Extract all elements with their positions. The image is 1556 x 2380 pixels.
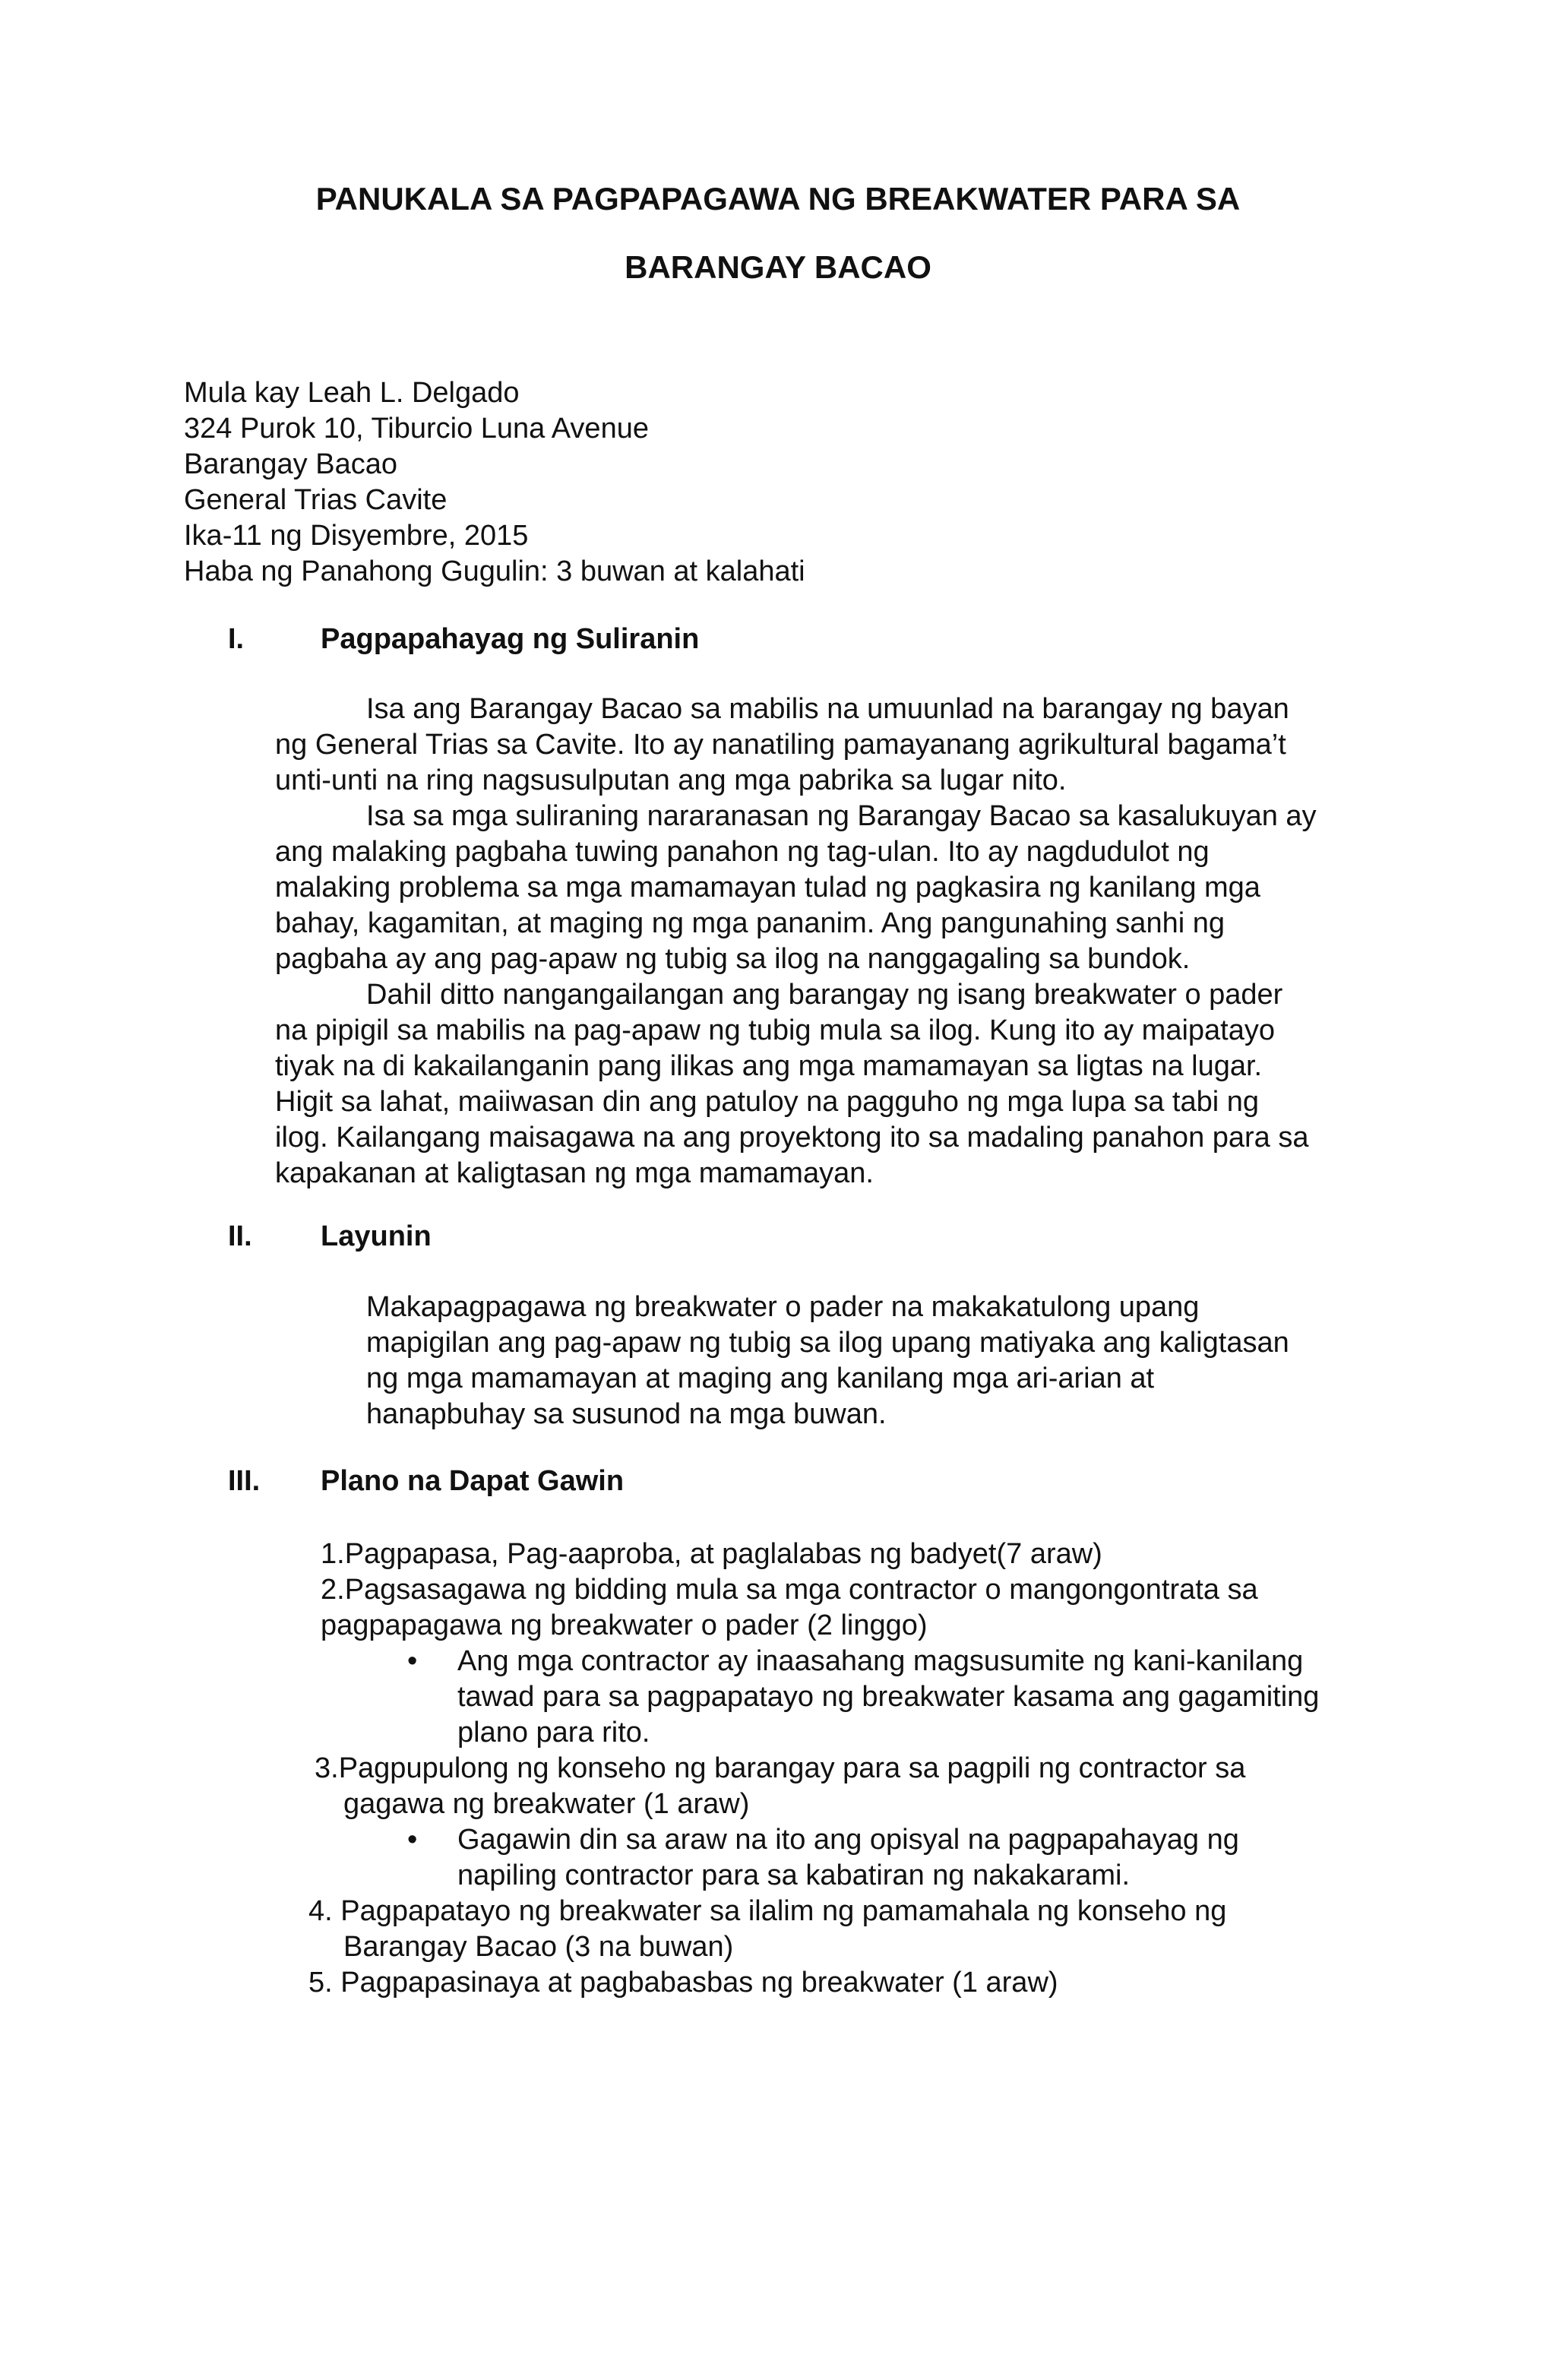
section-1-line: tiyak na di kakailanganin pang ilikas ang mga mamamayan sa ligtas na lugar. — [275, 1050, 1263, 1082]
section-1-line: Dahil ditto nangangailangan ang barangay ng isang breakwater o pader — [366, 979, 1283, 1011]
section-2-line: hanapbuhay sa susunod na mga buwan. — [366, 1398, 887, 1430]
section-1-line: Isa sa mga suliraning nararanasan ng Barangay Bacao sa kasalukuyan ay — [366, 800, 1317, 832]
section-2-line: Makapagpagawa ng breakwater o pader na makakatulong upang — [366, 1291, 1200, 1323]
bullet-icon: • — [407, 1645, 418, 1677]
section-2-heading: Layunin — [321, 1220, 432, 1252]
plan-bullet-1: Ang mga contractor ay inaasahang magsusumite ng kani-kanilang — [457, 1645, 1304, 1677]
header-address: 324 Purok 10, Tiburcio Luna Avenue — [184, 413, 649, 445]
header-from: Mula kay Leah L. Delgado — [184, 377, 520, 409]
plan-item-3-cont: gagawa ng breakwater (1 araw) — [343, 1788, 750, 1820]
bullet-icon: • — [407, 1824, 418, 1856]
title-line-2: BARANGAY BACAO — [625, 249, 931, 285]
plan-item-1: 1.Pagpapasa, Pag-aaproba, at paglalabas ng badyet(7 araw) — [321, 1538, 1102, 1570]
plan-bullet-1-cont: tawad para sa pagpapatayo ng breakwater kasama ang gagamiting — [457, 1681, 1320, 1713]
document-title — [0, 179, 1556, 316]
plan-item-2-cont: pagpapagawa ng breakwater o pader (2 linggo) — [321, 1609, 928, 1641]
plan-item-4-cont: Barangay Bacao (3 na buwan) — [343, 1931, 734, 1963]
header-municipality: General Trias Cavite — [184, 484, 448, 516]
title-line-1: PANUKALA SA PAGPAPAGAWA NG BREAKWATER PARA SA — [315, 181, 1241, 217]
header-duration: Haba ng Panahong Gugulin: 3 buwan at kalahati — [184, 555, 805, 587]
plan-bullet-2-cont: napiling contractor para sa kabatiran ng nakakarami. — [457, 1859, 1131, 1891]
section-1-line: pagbaha ay ang pag-apaw ng tubig sa ilog na nanggagaling sa bundok. — [275, 943, 1191, 975]
section-1-line: Higit sa lahat, maiiwasan din ang patuloy na pagguho ng mga lupa sa tabi ng — [275, 1086, 1259, 1118]
section-2-numeral: II. — [228, 1220, 252, 1252]
section-3-numeral: III. — [228, 1465, 261, 1497]
section-1-line: Isa ang Barangay Bacao sa mabilis na umuunlad na barangay ng bayan — [366, 693, 1289, 725]
section-1-line: ilog. Kailangang maisagawa na ang proyektong ito sa madaling panahon para sa — [275, 1122, 1309, 1154]
section-1-heading: Pagpapahayag ng Suliranin — [321, 623, 700, 655]
plan-item-5: 5. Pagpapasinaya at pagbabasbas ng breakwater (1 araw) — [308, 1967, 1058, 1999]
section-1-numeral: I. — [228, 623, 245, 655]
plan-item-2: 2.Pagsasagawa ng bidding mula sa mga contractor o mangongontrata sa — [321, 1574, 1258, 1606]
section-1-line: kapakanan at kaligtasan ng mga mamamayan. — [275, 1157, 874, 1189]
plan-bullet-1-cont: plano para rito. — [457, 1717, 650, 1749]
section-1-line: unti-unti na ring nagsusulputan ang mga pabrika sa lugar nito. — [275, 764, 1067, 796]
section-1-line: ng General Trias sa Cavite. Ito ay nanatiling pamayanang agrikultural bagama’t — [275, 729, 1286, 761]
plan-item-4: 4. Pagpapatayo ng breakwater sa ilalim ng pamamahala ng konseho ng — [308, 1895, 1227, 1927]
section-2-line: mapigilan ang pag-apaw ng tubig sa ilog upang matiyaka ang kaligtasan — [366, 1327, 1289, 1359]
section-1-line: ang malaking pagbaha tuwing panahon ng tag-ulan. Ito ay nagdudulot ng — [275, 836, 1210, 868]
section-1-line: na pipigil sa mabilis na pag-apaw ng tubig mula sa ilog. Kung ito ay maipatayo — [275, 1014, 1276, 1046]
section-2-line: ng mga mamamayan at maging ang kanilang mga ari-arian at — [366, 1362, 1155, 1394]
section-1-line: bahay, kagamitan, at maging ng mga pananim. Ang pangunahing sanhi ng — [275, 907, 1225, 939]
header-date: Ika-11 ng Disyembre, 2015 — [184, 520, 529, 552]
section-1-line: malaking problema sa mga mamamayan tulad ng pagkasira ng kanilang mga — [275, 872, 1260, 904]
plan-item-3: 3.Pagpupulong ng konseho ng barangay para sa pagpili ng contractor sa — [315, 1752, 1246, 1784]
section-3-heading: Plano na Dapat Gawin — [321, 1465, 625, 1497]
plan-bullet-2: Gagawin din sa araw na ito ang opisyal na pagpapahayag ng — [457, 1824, 1239, 1856]
header-barangay: Barangay Bacao — [184, 448, 397, 480]
